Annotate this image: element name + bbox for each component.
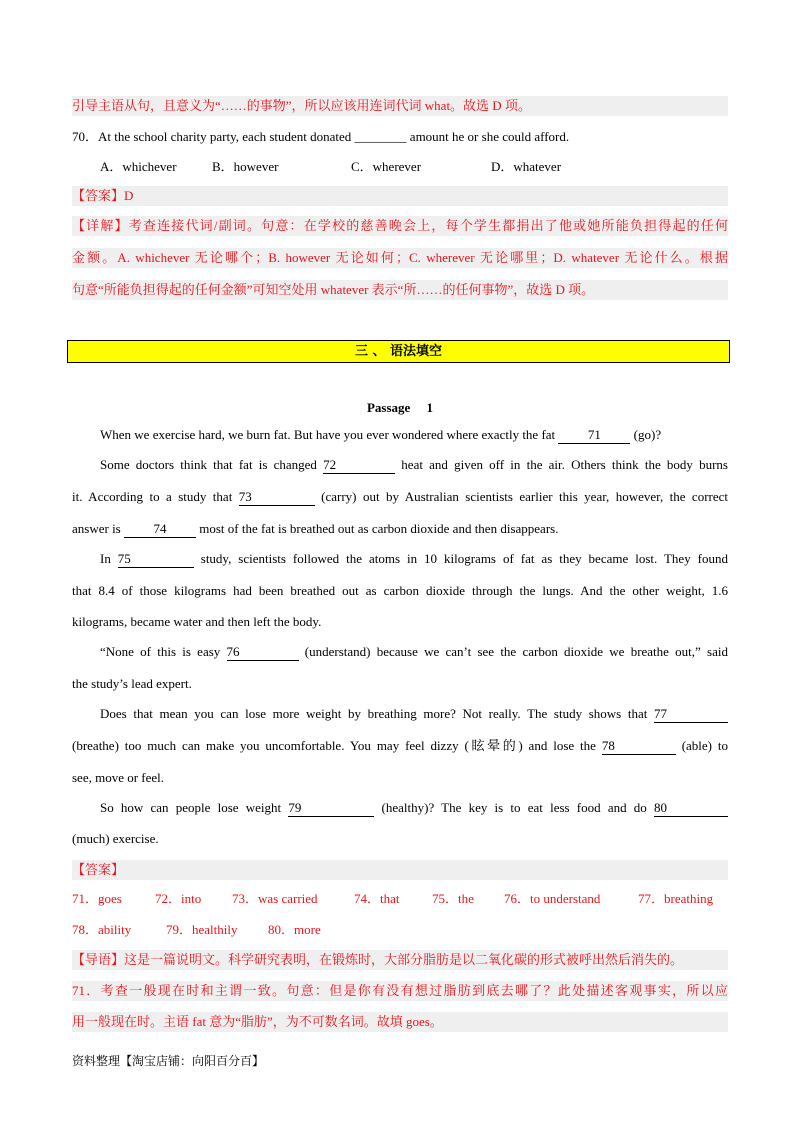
passage-line (72, 798, 728, 818)
option-c: C．wherever (351, 159, 422, 174)
passage-text: “None of this is easy (100, 644, 227, 659)
blank-72: 72 (323, 457, 395, 474)
detail-line: 【详解】考查连接代词/副词。句意：在学校的慈善晚会上，每个学生都捐出了他或她所能负担得起的任何 (72, 216, 728, 236)
passage-line (72, 425, 728, 445)
question-70-stem (72, 127, 728, 147)
passage-title: Passage 1 (366, 400, 434, 415)
passage-text: (healthy)? The key is to eat less food and do (374, 800, 654, 815)
detail-line: 金额。A. whichever 无论哪个；B. however 无论如何；C. wherever 无论哪里；D. whatever 无论什么。根据 (72, 248, 728, 268)
answer-70: 【答案】D (72, 186, 728, 206)
option-a: A．whichever (100, 159, 177, 174)
detail-line: 句意“所能负担得起的任何金额”可知空处用 whatever 表示“所……的任何事物”，故选 D 项。 (72, 280, 728, 300)
answer-item: 80．more (268, 922, 321, 937)
passage-text: Some doctors think that fat is changed (100, 457, 324, 472)
passage-text: (go)? (630, 427, 662, 442)
answer-item: 79．healthily (166, 922, 238, 937)
blank-74: 74 (124, 521, 196, 538)
answer-item: 72．into (155, 891, 202, 906)
explanation-line: 用一般现在时。主语 fat 意为“脂肪”，为不可数名词。故填 goes。 (72, 1012, 728, 1032)
explanation-tail: 引导主语从句，且意义为“……的事物”，所以应该用连词代词 what。故选 D 项。 (72, 96, 728, 116)
blank-71: 71 (558, 427, 630, 444)
passage-line: kilograms, became water and then left the body. (72, 614, 322, 629)
guide-line: 【导语】这是一篇说明文。科学研究表明，在锻炼时，大部分脂肪是以二氧化碳的形式被呼出然后消失的。 (72, 950, 728, 970)
blank-75: 75 (118, 551, 194, 568)
passage-text: answer is (72, 521, 124, 536)
passage-text: When we exercise hard, we burn fat. But have you ever wondered where exactly the fat (100, 427, 559, 442)
passage-text: study, scientists followed the atoms in 10 kilograms of fat as they became lost. They found (193, 551, 728, 566)
answer-item: 71．goes (72, 891, 122, 906)
passage-text: (understand) because we can’t see the carbon dioxide we breathe out,” said (298, 644, 728, 659)
passage-text: So how can people lose weight (100, 800, 289, 815)
answer-item: 78．ability (72, 922, 132, 937)
explanation-line: 71．考查一般现在时和主谓一致。句意：但是你有没有想过脂肪到底去哪了？此处描述客观事实，所以应 (72, 981, 728, 1001)
passage-line (72, 549, 728, 569)
passage-line: that 8.4 of those kilograms had been breathed out as carbon dioxide through the lungs. And the other weight, 1.6 (72, 583, 728, 598)
blank-77: 77 (654, 706, 728, 723)
blank-76: 76 (227, 644, 299, 661)
answers-label: 【答案】 (72, 860, 728, 880)
passage-line: (much) exercise. (72, 831, 159, 846)
answer-item: 76．to understand (504, 891, 601, 906)
blank-78: 78 (602, 738, 676, 755)
passage-line: see, move or feel. (72, 770, 165, 785)
stem-text: 70．At the school charity party, each student donated (72, 129, 355, 144)
option-d: D．whatever (491, 159, 562, 174)
blank-80: 80 (654, 800, 728, 817)
section-banner: 三 、 语法填空 (67, 340, 730, 363)
footer-credit: 资料整理【淘宝店铺：向阳百分百】 (72, 1054, 265, 1068)
passage-text: (able) to (675, 738, 729, 753)
passage-text: (breathe) too much can make you uncomfortable. You may feel dizzy (眩晕的) and lose the (72, 738, 602, 753)
passage-line (72, 519, 728, 539)
passage-line: the study’s lead expert. (72, 676, 192, 691)
passage-text: it. According to a study that (72, 489, 239, 504)
answer-item: 75．the (432, 891, 474, 906)
stem-text: amount he or she could afford. (406, 129, 570, 144)
answer-item: 77．breathing (638, 891, 714, 906)
passage-line (72, 736, 728, 756)
passage-line (72, 487, 728, 507)
passage-text: (carry) out by Australian scientists earlier this year, however, the correct (314, 489, 729, 504)
passage-line (72, 704, 728, 724)
passage-text: Does that mean you can lose more weight by breathing more? Not really. The study shows that (100, 706, 654, 721)
passage-text: most of the fat is breathed out as carbon dioxide and then disappears. (196, 521, 559, 536)
blank-79: 79 (288, 800, 374, 817)
passage-line (72, 455, 728, 475)
answer-item: 74．that (354, 891, 400, 906)
option-b: B．however (212, 159, 279, 174)
answer-item: 73．was carried (232, 891, 318, 906)
blank-73: 73 (239, 489, 315, 506)
stem-blank: ________ (354, 129, 407, 144)
passage-line (72, 642, 728, 662)
passage-text: In (100, 551, 118, 566)
passage-text: heat and given off in the air. Others think the body burns (395, 457, 728, 472)
